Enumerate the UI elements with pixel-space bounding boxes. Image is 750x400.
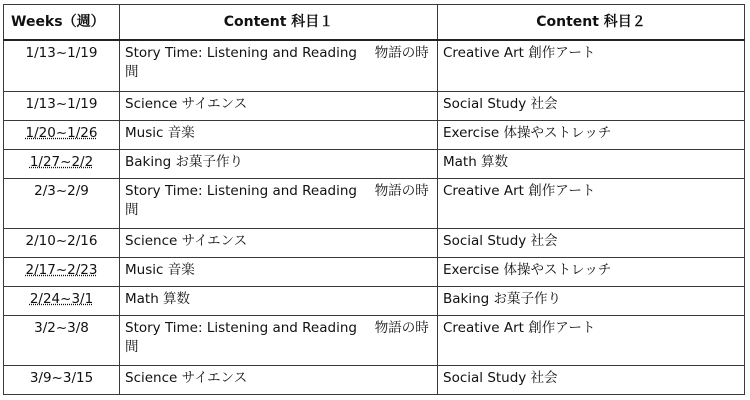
content-2-cell: Creative Art 創作アート (438, 40, 745, 91)
content-2-cell: Social Study 社会 (438, 91, 745, 120)
content-2-cell: Creative Art 創作アート (438, 178, 745, 228)
content-2-cell: Social Study 社会 (438, 366, 745, 395)
content-2-cell: Social Study 社会 (438, 228, 745, 257)
content-2-cell: Baking お菓子作り (438, 286, 745, 315)
header-content-1: Content 科目１ (120, 5, 438, 41)
week-cell: 1/13~1/19 (4, 91, 120, 120)
content-1-cell: Science サイエンス (120, 91, 438, 120)
content-1-cell: Math 算数 (120, 286, 438, 315)
content-1-cell: Music 音楽 (120, 120, 438, 149)
table-row (4, 228, 745, 257)
week-cell: 2/3~2/9 (4, 178, 120, 228)
content-1-cell: Baking お菓子作り (120, 149, 438, 178)
week-range-text: 2/17~2/23 (25, 261, 98, 278)
week-range-text: 1/20~1/26 (25, 124, 98, 141)
table-row (4, 91, 745, 120)
table-row (4, 178, 745, 228)
content-1-cell: Science サイエンス (120, 228, 438, 257)
schedule-sheet (3, 4, 744, 395)
week-cell: 1/13~1/19 (4, 40, 120, 91)
header-content-2: Content 科目２ (438, 5, 745, 41)
week-range-text: 2/24~3/1 (29, 290, 94, 307)
table-row (4, 40, 745, 91)
content-1-cell: Science サイエンス (120, 366, 438, 395)
header-row (4, 5, 745, 41)
table-row (4, 286, 745, 315)
content-1-cell: Story Time: Listening and Reading 物語の時間 (120, 178, 438, 228)
schedule-table (3, 4, 745, 395)
week-cell (4, 286, 120, 315)
week-cell (4, 120, 120, 149)
table-row (4, 366, 745, 395)
week-range-text: 1/27~2/2 (29, 153, 94, 170)
table-row (4, 120, 745, 149)
table-row (4, 257, 745, 286)
week-cell: 3/2~3/8 (4, 315, 120, 365)
content-2-cell: Exercise 体操やストレッチ (438, 120, 745, 149)
content-2-cell: Exercise 体操やストレッチ (438, 257, 745, 286)
week-cell (4, 149, 120, 178)
content-1-cell: Story Time: Listening and Reading 物語の時間 (120, 40, 438, 91)
week-cell: 2/10~2/16 (4, 228, 120, 257)
content-2-cell: Creative Art 創作アート (438, 315, 745, 365)
week-cell: 3/9~3/15 (4, 366, 120, 395)
content-1-cell: Story Time: Listening and Reading 物語の時間 (120, 315, 438, 365)
header-weeks: Weeks（週） (4, 5, 120, 41)
week-cell (4, 257, 120, 286)
table-row (4, 315, 745, 365)
content-1-cell: Music 音楽 (120, 257, 438, 286)
content-2-cell: Math 算数 (438, 149, 745, 178)
table-row (4, 149, 745, 178)
